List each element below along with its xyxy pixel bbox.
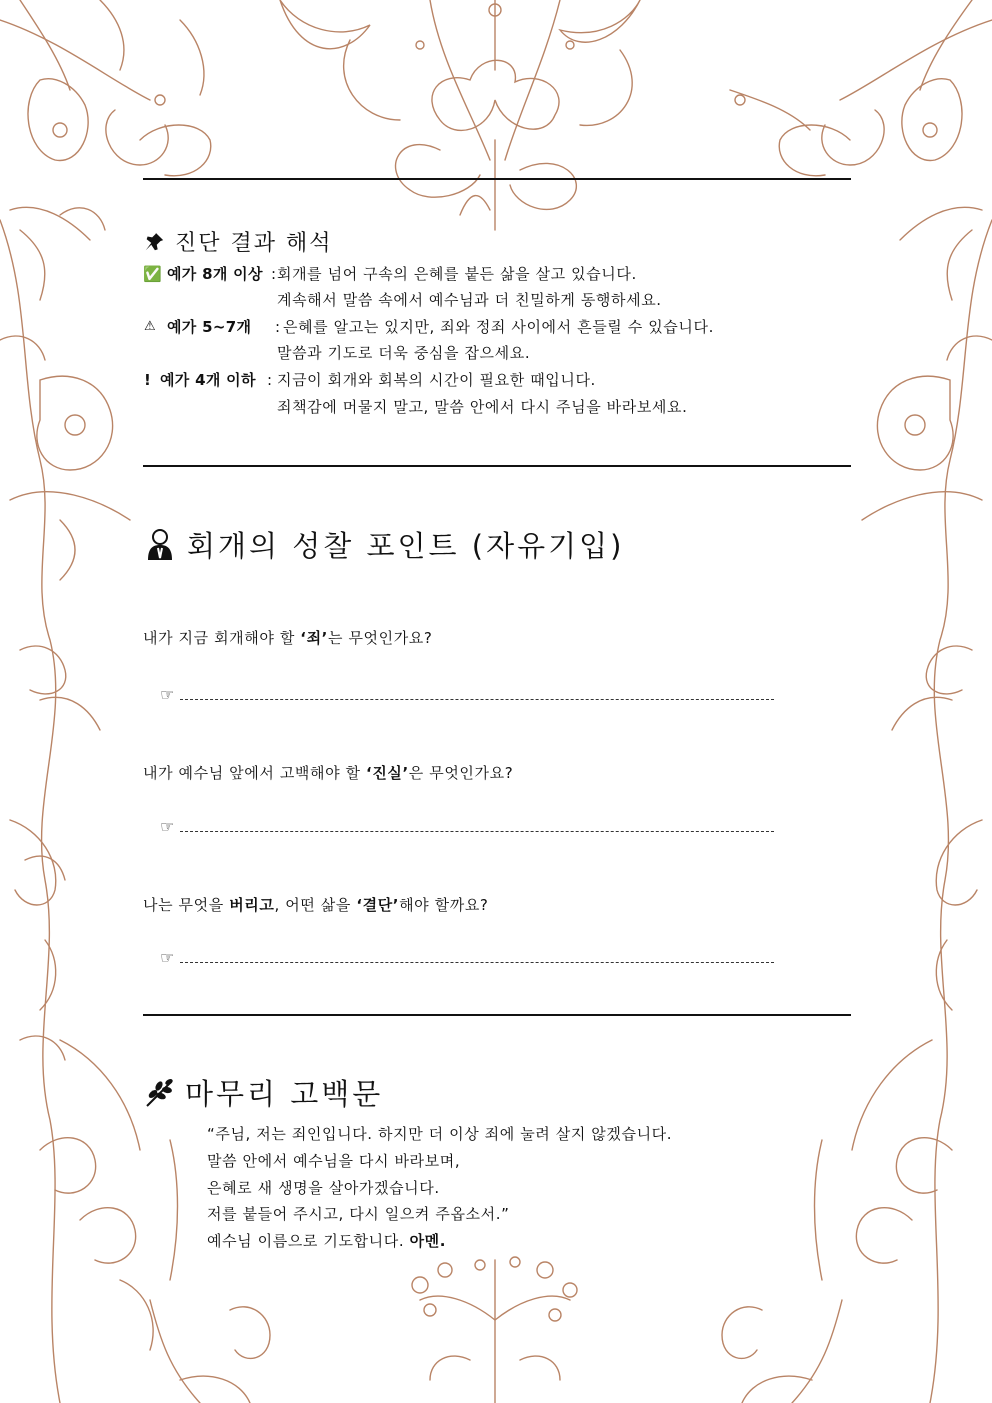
prayer-line-1: “주님, 저는 죄인입니다. 하지만 더 이상 죄에 눌려 살지 않겠습니다. bbox=[207, 1125, 673, 1143]
result-text-high-1: 회개를 넘어 구속의 은혜를 붙든 삶을 살고 있습니다. bbox=[277, 265, 637, 283]
pointing-hand-icon: ☞ bbox=[160, 684, 175, 704]
result-sep-low: : bbox=[267, 371, 273, 389]
prayer-line-4: 저를 붙들어 주시고, 다시 일으켜 주옵소서.” bbox=[207, 1205, 510, 1223]
prayer-line-5 bbox=[207, 1231, 446, 1251]
answer-field-3[interactable] bbox=[160, 946, 774, 968]
herb-icon bbox=[143, 1078, 175, 1108]
answer-field-2[interactable] bbox=[160, 815, 774, 837]
divider-1 bbox=[143, 465, 851, 467]
question-1-text: 내가 지금 회개해야 할 bbox=[143, 629, 301, 647]
question-3 bbox=[143, 894, 488, 915]
prayer-line-5-text: 예수님 이름으로 기도합니다. bbox=[207, 1232, 410, 1250]
exclamation-icon: ! bbox=[144, 371, 151, 389]
praying-person-icon bbox=[143, 528, 177, 562]
question-2-keyword: ‘진실’ bbox=[366, 764, 409, 782]
pushpin-icon bbox=[143, 231, 165, 253]
answer-line-1[interactable] bbox=[180, 689, 774, 700]
result-label-mid: 예가 5~7개 bbox=[167, 318, 252, 336]
divider-2 bbox=[143, 1014, 851, 1016]
result-text-low-1: 지금이 회개와 회복의 시간이 필요한 때입니다. bbox=[277, 371, 596, 389]
pointing-hand-icon: ☞ bbox=[160, 947, 175, 967]
result-label-high: 예가 8개 이상 bbox=[167, 265, 263, 283]
answer-line-2[interactable] bbox=[180, 821, 774, 832]
question-1-keyword: ‘죄’ bbox=[300, 629, 328, 647]
result-text-mid-1: 은혜를 알고는 있지만, 죄와 정죄 사이에서 흔들릴 수 있습니다. bbox=[283, 318, 714, 336]
reflection-title-text: 회개의 성찰 포인트 (자유기입) bbox=[187, 529, 625, 563]
question-3-text-end: 해야 할까요? bbox=[399, 896, 489, 914]
answer-field-1[interactable] bbox=[160, 683, 774, 705]
amen-text: 아멘. bbox=[409, 1232, 447, 1250]
result-text-high-2: 계속해서 말씀 속에서 예수님과 더 친밀하게 동행하세요. bbox=[277, 291, 662, 309]
check-mark-icon: ✅ bbox=[143, 265, 162, 283]
question-2-text: 내가 예수님 앞에서 고백해야 할 bbox=[143, 764, 367, 782]
reflection-title bbox=[143, 524, 624, 565]
closing-title-text: 마무리 고백문 bbox=[185, 1077, 384, 1111]
question-1 bbox=[143, 627, 432, 648]
prayer-line-2: 말씀 안에서 예수님을 다시 바라보며, bbox=[207, 1152, 461, 1170]
question-3-keyword-1: 버리고 bbox=[229, 896, 275, 914]
question-3-text-mid: , 어떤 삶을 bbox=[274, 896, 357, 914]
prayer-line-3: 은혜로 새 생명을 살아가겠습니다. bbox=[207, 1179, 440, 1197]
result-text-low-2: 죄책감에 머물지 말고, 말씀 안에서 다시 주님을 바라보세요. bbox=[277, 398, 688, 416]
pointing-hand-icon: ☞ bbox=[160, 816, 175, 836]
closing-title bbox=[143, 1072, 383, 1113]
result-text-mid-2: 말씀과 기도로 더욱 중심을 잡으세요. bbox=[277, 344, 531, 362]
result-sep-high: : bbox=[271, 265, 277, 283]
question-3-keyword-2: ‘결단’ bbox=[356, 896, 400, 914]
question-2 bbox=[143, 762, 513, 783]
question-1-text-end: 는 무엇인가요? bbox=[327, 629, 433, 647]
result-sep-mid: : bbox=[275, 318, 281, 336]
warning-icon: ⚠ bbox=[144, 319, 156, 334]
answer-line-3[interactable] bbox=[180, 952, 774, 963]
divider-top bbox=[143, 178, 851, 180]
question-2-text-end: 은 무엇인가요? bbox=[408, 764, 514, 782]
interpretation-title bbox=[143, 226, 333, 257]
question-3-text: 나는 무엇을 bbox=[143, 896, 230, 914]
result-label-low: 예가 4개 이하 bbox=[160, 371, 256, 389]
interpretation-title-text: 진단 결과 해석 bbox=[175, 231, 333, 256]
